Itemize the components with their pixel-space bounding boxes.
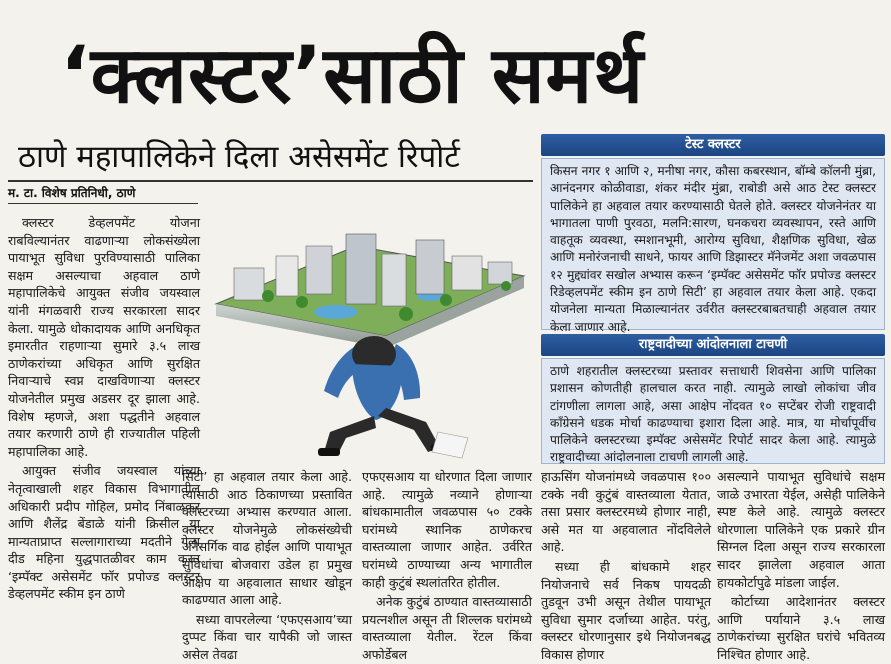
box-title-test-cluster: टेस्ट क्लस्टर [541, 134, 885, 156]
paragraph: असल्याने पायाभूत सुविधांचे सक्षम जाळे उभारता येईल, असेही पालिकेने स्पष्ट केले आहे. त्यामुळे क्लस्टर धोरणाला पालिकेने एक प्रकारे ग्रीन सिग्नल दिला असून राज्य सरकारला सादर झालेला अहवाल आता हायकोर्टापुढे मांडला जाईल. [717, 469, 885, 590]
paragraph: सिटी’ हा अहवाल तयार केला आहे. त्यासाठी आठ ठिकाणच्या प्रस्तावित क्लस्टरच्या अभ्यास करण्यात आला. क्लस्टर योजनेमुळे लोकसंख्येची अनैसर्गिक वाढ होईल आणि पायाभूत सुविधांचा बोजवारा उडेल हा प्रमुख आक्षेप या अहवालात साधार खोडून काढण्यात आला आहे. [182, 469, 352, 608]
article-column-3 [362, 468, 532, 662]
article-column-4 [541, 468, 711, 662]
paragraph: सध्या ही बांधकामे शहर नियोजनाचे सर्व निकष पायदळी तुडवून उभी असून तेथील पायाभूत सुविधा सुमार दर्जाच्या आहेत. परंतु, क्लस्टर धोरणानुसार इथे नियोजनबद्ध विकास होणार [541, 558, 711, 662]
paragraph: एफएसआय या धोरणात दिला जाणार आहे. त्यामुळे नव्याने होणाऱ्या बांधकामातील जवळपास ५० टक्के घरांमध्ये स्थानिक ठाणेकरच वास्तव्याला जाणार आहेत. उर्वरित घरांमध्ये ठाण्याच्या अन्य भागातील काही कुटुंबं स्थलांतरित होतील. [362, 469, 532, 590]
article-column-2 [182, 468, 352, 662]
paragraph: हाऊसिंग योजनांमध्ये जवळपास १०० टक्के नवी कुटुंबं वास्तव्याला येतात, तसा प्रसार क्लस्टरमध्ये होणार नाही, असे मत या अहवालात नोंदविलेले आहे. [541, 469, 711, 555]
subheadline: ठाणे महापालिकेने दिला असेसमेंट रिपोर्ट [18, 139, 460, 175]
divider [8, 203, 198, 204]
byline: म. टा. विशेष प्रतिनिधी, ठाणे [8, 186, 136, 200]
box-body-ncp-protest: ठाणे शहरातील क्लस्टरच्या प्रस्तावर सत्ताधारी शिवसेना आणि पालिका प्रशासन कोणतीही हालचाल करत नाही. त्यामुळे लाखो लोकांचा जीव टांगणीला लागला आहे, असा आक्षेप नोंदवत १० सप्टेंबर रोजी राष्ट्रवादी कॉंग्रेसने धडक मोर्चा काढण्याचा इशारा दिला आहे. मात्र, या मोर्चापूर्वीच पालिकेने क्लस्टरच्या इम्पॅक्ट असेसमेंट रिपोर्ट सादर केला आहे. त्यामुळे राष्ट्रवादीच्या आंदोलनाला टाचणी लागली आहे. [541, 358, 885, 464]
paragraph: कोर्टाच्या आदेशानंतर क्लस्टर आणि पर्यायाने ३.५ लाख ठाणेकरांच्या सुरक्षित घरांचे भवितव्य निश्चित होणार आहे. [717, 594, 885, 662]
box-body-test-cluster: किसन नगर १ आणि २, मनीषा नगर, कौसा कबरस्थान, बॉम्बे कॉलनी मुंब्रा, आनंदनगर कोळीवाडा, शंकर मंदीर मुंब्रा, राबोडी असे आठ टेस्ट क्लस्टर पालिकेने हा अहवाल तयार करण्यासाठी घेतले होते. क्लस्टर योजनेनंतर या भागातला पाणी पुरवठा, मलनि:सारण, घनकचरा व्यवस्थापन, रस्ते आणि वाहतूक व्यवस्था, स्मशानभूमी, आरोग्य सुविधा, शैक्षणिक सुविधा, खेळ आणि मनोरंजनाची साधने, फायर आणि डिझास्टर मॅनेजमेंट अशा जवळपास १२ मुद्द्यांवर सखोल अभ्यास करून ‘इम्पॅक्ट असेसमेंट फॉर प्रपोज्ड क्लस्टर रिडेव्हलपमेंट स्कीम इन ठाणे सिटी’ हा अहवाल तयार केला आहे. एकदा योजनेला मान्यता मिळाल्यानंतर उर्वरीत क्लस्टरबाबतचाही अहवाल तयार केला जाणार आहे. [541, 158, 885, 330]
illustration-man-carrying-city [206, 176, 531, 464]
paragraph: अनेक कुटुंबं ठाण्यात वास्तव्यासाठी प्रयत्नशील असून ती शिल्लक घरांमध्ये वास्तव्याला येतील. रेंटल किंवा अफोर्डेबल [362, 594, 532, 662]
headline: ‘क्लस्टर’साठी समर्थ [60, 31, 645, 121]
paragraph: आयुक्त संजीव जयस्वाल यांच्या नेतृत्वाखाली शहर विकास विभागातील अधिकारी प्रदीप गोहिल, प्रमोद निंबाळकर आणि शैलेंद्र बेंडाळे यांनी क्रिसील या मान्यताप्राप्त सल्लागाराच्या मदतीने गेला दीड महिना युद्धपातळीवर काम करत ‘इम्पॅक्ट असेसमेंट फॉर प्रपोज्ड क्लस्टर डेव्हलपमेंट स्कीम इन ठाणे [8, 463, 200, 602]
paragraph: सध्या वापरलेल्या ‘एफएसआय’च्या दुप्पट किंवा चार यापैकी जो जास्त असेल तेवढा [182, 611, 352, 662]
article-column-5 [717, 468, 885, 662]
box-title-ncp-protest: राष्ट्रवादीच्या आंदोलनाला टाचणी [541, 334, 885, 356]
article-column-1 [8, 214, 200, 654]
paragraph: क्लस्टर डेव्हलपमेंट योजना राबविल्यानंतर वाढणाऱ्या लोकसंख्येला पायाभूत सुविधा पुरविण्यासाठी पालिका सक्षम असल्याचा अहवाल ठाणे महापालिकेचे आयुक्त संजीव जयस्वाल यांनी मंगळवारी राज्य सरकारला सादर केला. यामुळे धोकादायक आणि अनधिकृत इमारतीत राहणाऱ्या सुमारे ३.५ लाख ठाणेकरांच्या अधिकृत आणि सुरक्षित निवाऱ्याचे स्वप्न दाखविणाऱ्या क्लस्टर योजनेतील प्रमुख अडसर दूर झाला आहे. विशेष म्हणजे, अशा पद्धतीने अहवाल तयार करणारी ठाणे ही राज्यातील पहिली महापालिका आहे. [8, 215, 200, 459]
